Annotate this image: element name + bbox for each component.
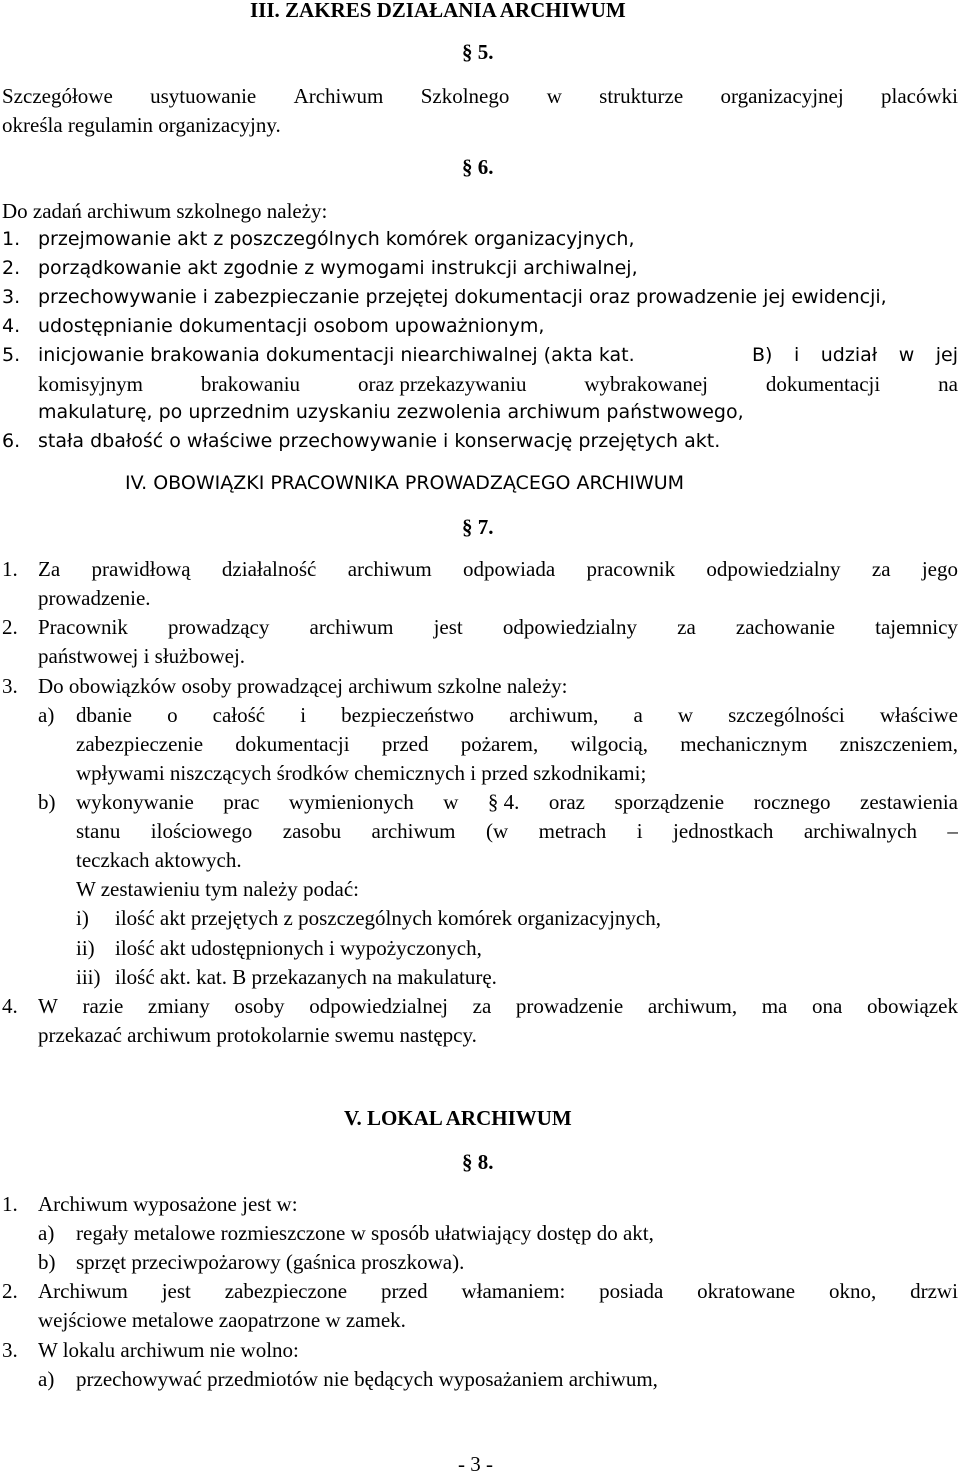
list-item: udostępnianie dokumentacji osobom upoważnionym, [38, 315, 545, 337]
word: § 4. [487, 790, 520, 814]
paragraph-text-line [2, 84, 958, 109]
sub-item-line: teczkach aktowych. [76, 848, 242, 872]
paragraph-number: § 8. [462, 1150, 494, 1174]
word: Szkolnego [420, 84, 510, 108]
list-number: 5. [2, 344, 21, 366]
word: dbanie [76, 703, 132, 727]
list-number: 3. [2, 674, 18, 698]
page-number: - 3 - [458, 1452, 493, 1476]
word: archiwum, [509, 703, 599, 727]
word: strukturze [599, 84, 684, 108]
word: drzwi [910, 1279, 958, 1303]
word: i [793, 344, 800, 366]
word: ona [812, 994, 843, 1018]
list-item-line: wejściowe metalowe zaopatrzone w zamek. [38, 1308, 406, 1332]
word: wilgocią, [570, 732, 649, 756]
section-heading: IV. OBOWIĄZKI PRACOWNIKA PROWADZĄCEGO ARCHIWUM [125, 472, 685, 494]
word: wymienionych [288, 790, 414, 814]
word: organizacyjnej [720, 84, 844, 108]
word: odpowiedzialnej [309, 994, 448, 1018]
word: zestawienia [860, 790, 958, 814]
word: oraz przekazywaniu [357, 372, 527, 396]
list-item-line [38, 615, 958, 640]
word: zasobu [282, 819, 342, 843]
list-item-continuation [752, 344, 958, 366]
word: archiwum [309, 615, 394, 639]
list-number: 1. [2, 228, 21, 250]
list-item: W lokalu archiwum nie wolno: [38, 1338, 299, 1362]
word: Archiwum [293, 84, 384, 108]
list-item-line: makulaturę, po uprzednim uzyskaniu zezwolenia archiwum państwowego, [38, 401, 744, 423]
list-number: 4. [2, 994, 18, 1018]
word: mechanicznym [680, 732, 808, 756]
word: archiwum [371, 819, 456, 843]
word: Pracownik [38, 615, 128, 639]
word: placówki [881, 84, 958, 108]
word: pożarem, [460, 732, 539, 756]
word: prac [223, 790, 260, 814]
word: usytuowanie [150, 84, 257, 108]
list-number: 1. [2, 1192, 18, 1216]
word: rocznego [753, 790, 831, 814]
word: archiwum [347, 557, 432, 581]
word: działalność [221, 557, 317, 581]
list-item: przejmowanie akt z poszczególnych komórek organizacyjnych, [38, 228, 635, 250]
sub-item-label: a) [38, 1221, 55, 1245]
word: właściwe [879, 703, 958, 727]
paragraph-text-line: określa regulamin organizacyjny. [2, 113, 281, 137]
word: w [898, 344, 915, 366]
list-number: 6. [2, 430, 21, 452]
list-intro: Do zadań archiwum szkolnego należy: [2, 199, 328, 223]
word: B) [752, 344, 773, 366]
roman-label: i) [76, 906, 89, 930]
word: zabezpieczone [224, 1279, 348, 1303]
list-item-line [38, 557, 958, 582]
roman-item: ilość akt. kat. B przekazanych na makulaturę. [115, 965, 497, 989]
paragraph-number: § 7. [462, 515, 494, 539]
section-heading: III. ZAKRES DZIAŁANIA ARCHIWUM [250, 0, 626, 22]
word: prowadzenie [515, 994, 624, 1018]
sub-item-line [76, 790, 958, 815]
word: pracownik [586, 557, 676, 581]
list-number: 2. [2, 1279, 18, 1303]
list-item: przechowywanie i zabezpieczanie przejętej dokumentacji oraz prowadzenie jej ewidencji, [38, 286, 887, 308]
sub-item: przechowywać przedmiotów nie będących wyposażaniem archiwum, [76, 1367, 658, 1391]
word: i [300, 703, 307, 727]
list-item: Archiwum wyposażone jest w: [38, 1192, 298, 1216]
word: okno, [829, 1279, 877, 1303]
list-number: 3. [2, 286, 21, 308]
word: jest [433, 615, 463, 639]
word: w [677, 703, 694, 727]
word: archiwalnych [803, 819, 917, 843]
word: Za [38, 557, 61, 581]
word: oraz [548, 790, 585, 814]
list-item: inicjowanie brakowania dokumentacji niearchiwalnej (akta kat. [38, 344, 635, 366]
word: odpowiada [463, 557, 556, 581]
word: włamaniem: [461, 1279, 566, 1303]
word: wybrakowanej [584, 372, 708, 396]
word: (w [486, 819, 509, 843]
word: obowiązek [866, 994, 958, 1018]
word: przed [380, 1279, 428, 1303]
word: W [38, 994, 58, 1018]
list-item-line [38, 994, 958, 1019]
paragraph-number: § 6. [462, 155, 494, 179]
word: zabezpieczenie [76, 732, 204, 756]
word: tajemnicy [875, 615, 958, 639]
word: odpowiedzialny [502, 615, 638, 639]
word: prawidłową [91, 557, 191, 581]
sub-item: regały metalowe rozmieszczone w sposób ułatwiający dostęp do akt, [76, 1221, 654, 1245]
word: ma [761, 994, 788, 1018]
sub-item: sprzęt przeciwpożarowy (gaśnica proszkowa). [76, 1250, 465, 1274]
word: i [636, 819, 643, 843]
word: prowadzący [167, 615, 270, 639]
sub-item-line: wpływami niszczących środków chemicznych i przed szkodnikami; [76, 761, 647, 785]
word: odpowiedzialny [706, 557, 841, 581]
word: za [677, 615, 696, 639]
word: bezpieczeństwo [341, 703, 475, 727]
roman-item: ilość akt przejętych z poszczególnych komórek organizacyjnych, [115, 906, 661, 930]
word: osoby [234, 994, 285, 1018]
word: jego [921, 557, 958, 581]
word: razie [82, 994, 124, 1018]
list-number: 3. [2, 1338, 18, 1362]
sub-item-line [76, 703, 958, 728]
roman-label: ii) [76, 936, 95, 960]
word: na [938, 372, 958, 396]
word: Szczegółowe [2, 84, 113, 108]
paragraph-number: § 5. [462, 40, 494, 64]
sub-item-line: W zestawieniu tym należy podać: [76, 877, 360, 901]
word: stanu [76, 819, 121, 843]
word: szczególności [728, 703, 845, 727]
list-item-line [38, 372, 958, 397]
word: metrach [538, 819, 607, 843]
list-item-line: prowadzenie. [38, 586, 151, 610]
sub-item-label: b) [38, 790, 56, 814]
word: przed [381, 732, 429, 756]
roman-item: ilość akt udostępnionych i wypożyczonych, [115, 936, 482, 960]
roman-label: iii) [76, 965, 101, 989]
word: zmiany [147, 994, 210, 1018]
word: okratowane [697, 1279, 796, 1303]
list-number: 2. [2, 615, 18, 639]
word: dokumentacji [765, 372, 881, 396]
list-item: stała dbałość o właściwe przechowywanie i konserwację przejętych akt. [38, 430, 721, 452]
sub-item-line [76, 732, 958, 757]
word: zniszczeniem, [839, 732, 958, 756]
word: zachowanie [735, 615, 835, 639]
list-number: 4. [2, 315, 21, 337]
list-number: 2. [2, 257, 21, 279]
word: a [633, 703, 643, 727]
list-item-line: przekazać archiwum protokolarnie swemu następcy. [38, 1023, 477, 1047]
word: w [546, 84, 562, 108]
list-item: Do obowiązków osoby prowadzącej archiwum szkolne należy: [38, 674, 568, 698]
word: dokumentacji [235, 732, 350, 756]
word: udział [820, 344, 878, 366]
word: jednostkach [673, 819, 774, 843]
sub-item-label: a) [38, 1367, 55, 1391]
sub-item-label: a) [38, 703, 55, 727]
list-item-line [38, 1279, 958, 1304]
word: za [871, 557, 891, 581]
word: archiwum, [647, 994, 738, 1018]
word: jest [161, 1279, 191, 1303]
word: – [947, 819, 958, 843]
list-number: 1. [2, 557, 18, 581]
word: wykonywanie [76, 790, 194, 814]
word: całość [212, 703, 266, 727]
word: brakowaniu [200, 372, 301, 396]
word: sporządzenie [614, 790, 725, 814]
word: w [443, 790, 459, 814]
list-item: porządkowanie akt zgodnie z wymogami instrukcji archiwalnej, [38, 257, 638, 279]
word: ilościowego [150, 819, 253, 843]
word: Archiwum [38, 1279, 128, 1303]
list-item-line: państwowej i służbowej. [38, 644, 246, 668]
word: o [167, 703, 178, 727]
word: posiada [599, 1279, 664, 1303]
word: za [472, 994, 492, 1018]
section-heading: V. LOKAL ARCHIWUM [344, 1106, 572, 1130]
sub-item-label: b) [38, 1250, 56, 1274]
word: komisyjnym [38, 372, 144, 396]
word: jej [935, 344, 958, 366]
sub-item-line [76, 819, 958, 844]
